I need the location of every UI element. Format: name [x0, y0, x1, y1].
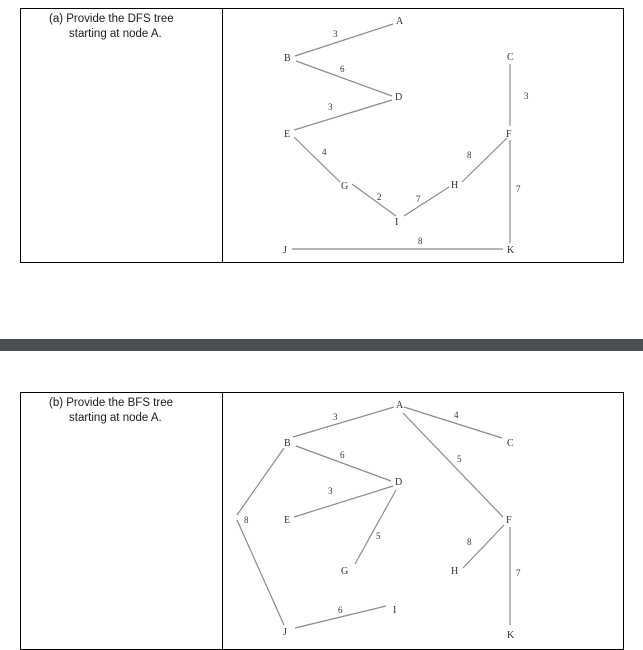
weight-j-k: 8: [418, 236, 423, 246]
weight-d-e: 3: [328, 486, 333, 496]
weight-b-d: 6: [340, 64, 345, 74]
weight-i-h: 7: [416, 194, 421, 204]
node-k: K: [507, 630, 515, 641]
node-d: D: [395, 477, 403, 488]
edge-b-j: [237, 448, 284, 515]
weight-c-f: 3: [524, 91, 529, 101]
edge-a-c: [404, 407, 502, 438]
weight-b-j: 8: [244, 515, 249, 525]
weight-f-k: 7: [516, 184, 521, 194]
node-e: E: [284, 515, 291, 526]
weight-d-e: 3: [328, 102, 333, 112]
node-j: J: [283, 627, 287, 638]
weight-j-i: 6: [338, 605, 343, 615]
node-i: I: [395, 217, 399, 228]
weight-d-g: 5: [376, 531, 381, 541]
weight-h-f: 8: [467, 150, 472, 160]
node-k: K: [507, 245, 515, 256]
node-a: A: [396, 400, 404, 411]
edge-a-b: [293, 407, 394, 437]
edge-a-f: [403, 413, 503, 517]
node-h: H: [451, 180, 459, 191]
weight-e-g: 4: [322, 147, 327, 157]
weight-f-k: 7: [516, 568, 521, 578]
node-e: E: [284, 129, 291, 140]
weight-a-b: 3: [333, 29, 338, 39]
weight-h-f: 8: [467, 537, 472, 547]
weight-g-i: 2: [377, 192, 382, 202]
node-b: B: [284, 53, 291, 64]
node-b: B: [284, 438, 291, 449]
node-j: J: [283, 245, 287, 256]
node-f: F: [506, 129, 512, 140]
edge-j-b-lower: [237, 520, 284, 625]
node-i: I: [393, 605, 397, 616]
edge-d-g: [355, 490, 396, 564]
node-g: G: [341, 181, 349, 192]
node-g: G: [341, 566, 349, 577]
weight-b-d: 6: [340, 450, 345, 460]
node-d: D: [395, 92, 403, 103]
part-b-question-line2: starting at node A.: [69, 412, 162, 424]
node-c: C: [507, 438, 514, 449]
edge-d-e: [294, 486, 393, 517]
node-h: H: [451, 566, 459, 577]
node-c: C: [507, 52, 514, 63]
weight-a-b: 3: [333, 412, 338, 422]
part-a-question-line1: (a) Provide the DFS tree: [49, 13, 174, 25]
weight-a-f: 5: [457, 454, 462, 464]
part-a-question-line2: starting at node A.: [69, 28, 162, 40]
part-b-question-line1: (b) Provide the BFS tree: [49, 397, 173, 409]
weight-a-c: 4: [454, 410, 459, 420]
node-a: A: [396, 16, 404, 27]
node-f: F: [506, 515, 512, 526]
